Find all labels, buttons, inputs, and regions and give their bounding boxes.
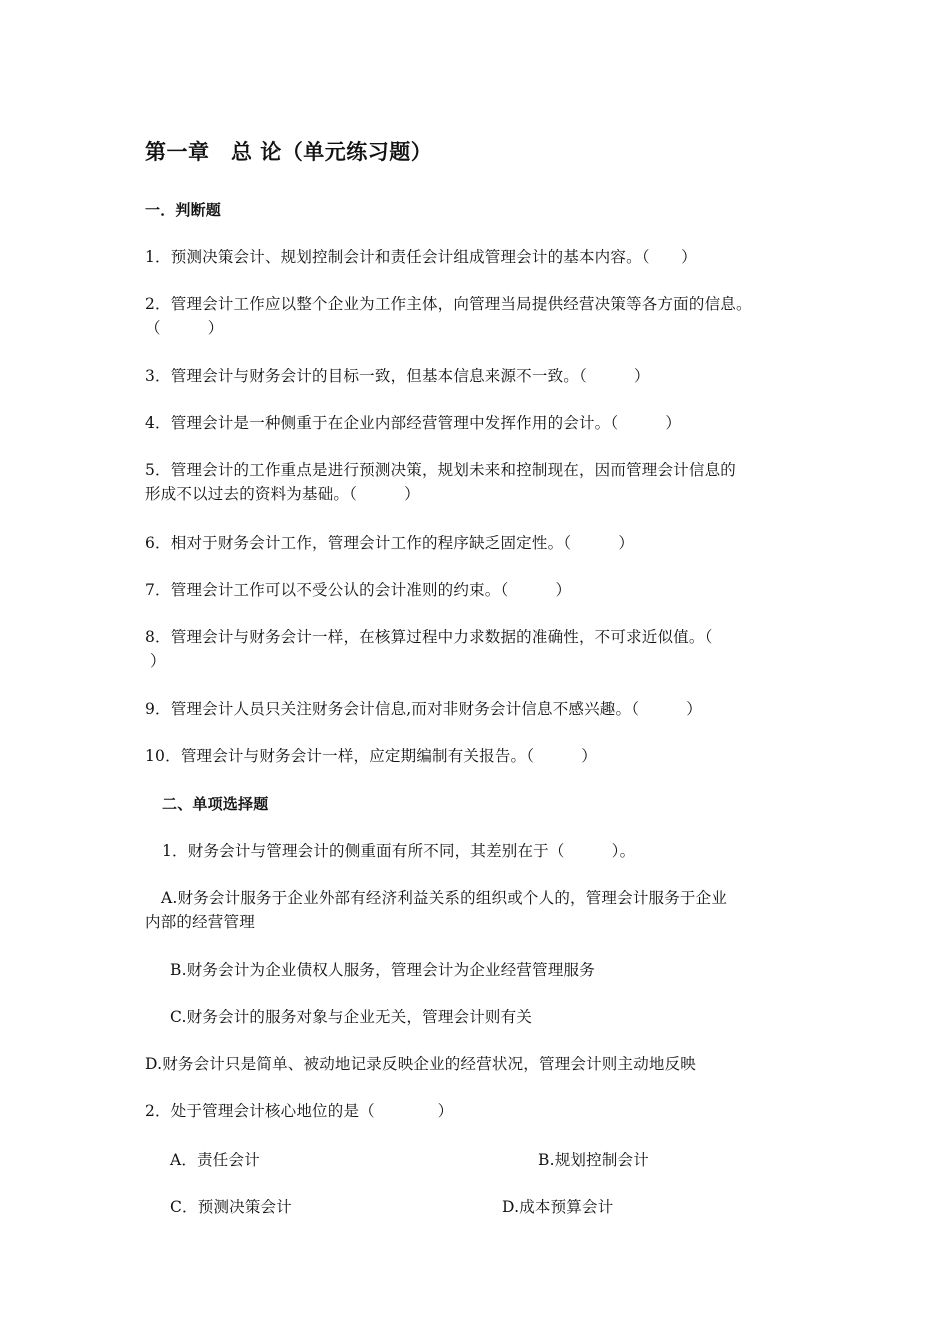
- option-a: A.财务会计服务于企业外部有经济利益关系的组织或个人的，管理会计服务于企业: [161, 889, 728, 907]
- judgment-item: 10．管理会计与财务会计一样，应定期编制有关报告。（ ）: [145, 747, 597, 765]
- judgment-item-continuation: ）: [150, 652, 166, 670]
- judgment-item: 6．相对于财务会计工作，管理会计工作的程序缺乏固定性。（ ）: [145, 534, 635, 552]
- page-title: 第一章 总 论（单元练习题）: [145, 140, 433, 164]
- option-c: C.财务会计的服务对象与企业无关，管理会计则有关: [170, 1008, 533, 1026]
- judgment-item: 2．管理会计工作应以整个企业为工作主体，向管理当局提供经营决策等各方面的信息。: [145, 295, 752, 313]
- judgment-item: 5．管理会计的工作重点是进行预测决策，规划未来和控制现在，因而管理会计信息的: [145, 461, 736, 479]
- section-heading-single-choice: 二、单项选择题: [162, 795, 269, 813]
- option-b: B.规划控制会计: [538, 1151, 649, 1169]
- judgment-item-continuation: （ ）: [145, 319, 224, 337]
- option-a: A．责任会计: [170, 1151, 260, 1169]
- option-d: D.成本预算会计: [502, 1198, 614, 1216]
- option-a-continuation: 内部的经营管理: [145, 913, 255, 931]
- judgment-item: 4．管理会计是一种侧重于在企业内部经营管理中发挥作用的会计。（ ）: [145, 414, 682, 432]
- option-d: D.财务会计只是简单、被动地记录反映企业的经营状况，管理会计则主动地反映: [145, 1055, 697, 1073]
- judgment-item-continuation: 形成不以过去的资料为基础。（ ）: [145, 485, 420, 503]
- judgment-item: 7．管理会计工作可以不受公认的会计准则的约束。（ ）: [145, 581, 572, 599]
- section-heading-judgment: 一．判断题: [145, 201, 222, 219]
- question-stem: 1．财务会计与管理会计的侧重面有所不同，其差别在于（ ）。: [162, 842, 636, 860]
- judgment-item: 8．管理会计与财务会计一样，在核算过程中力求数据的准确性，不可求近似值。（: [145, 628, 713, 646]
- question-stem: 2．处于管理会计核心地位的是（ ）: [145, 1102, 454, 1120]
- judgment-item: 1．预测决策会计、规划控制会计和责任会计组成管理会计的基本内容。（ ）: [145, 248, 697, 266]
- option-b: B.财务会计为企业债权人服务，管理会计为企业经营管理服务: [170, 961, 595, 979]
- option-c: C．预测决策会计: [170, 1198, 292, 1216]
- judgment-item: 9．管理会计人员只关注财务会计信息,而对非财务会计信息不感兴趣。（ ）: [145, 700, 702, 718]
- judgment-item: 3．管理会计与财务会计的目标一致，但基本信息来源不一致。（ ）: [145, 367, 650, 385]
